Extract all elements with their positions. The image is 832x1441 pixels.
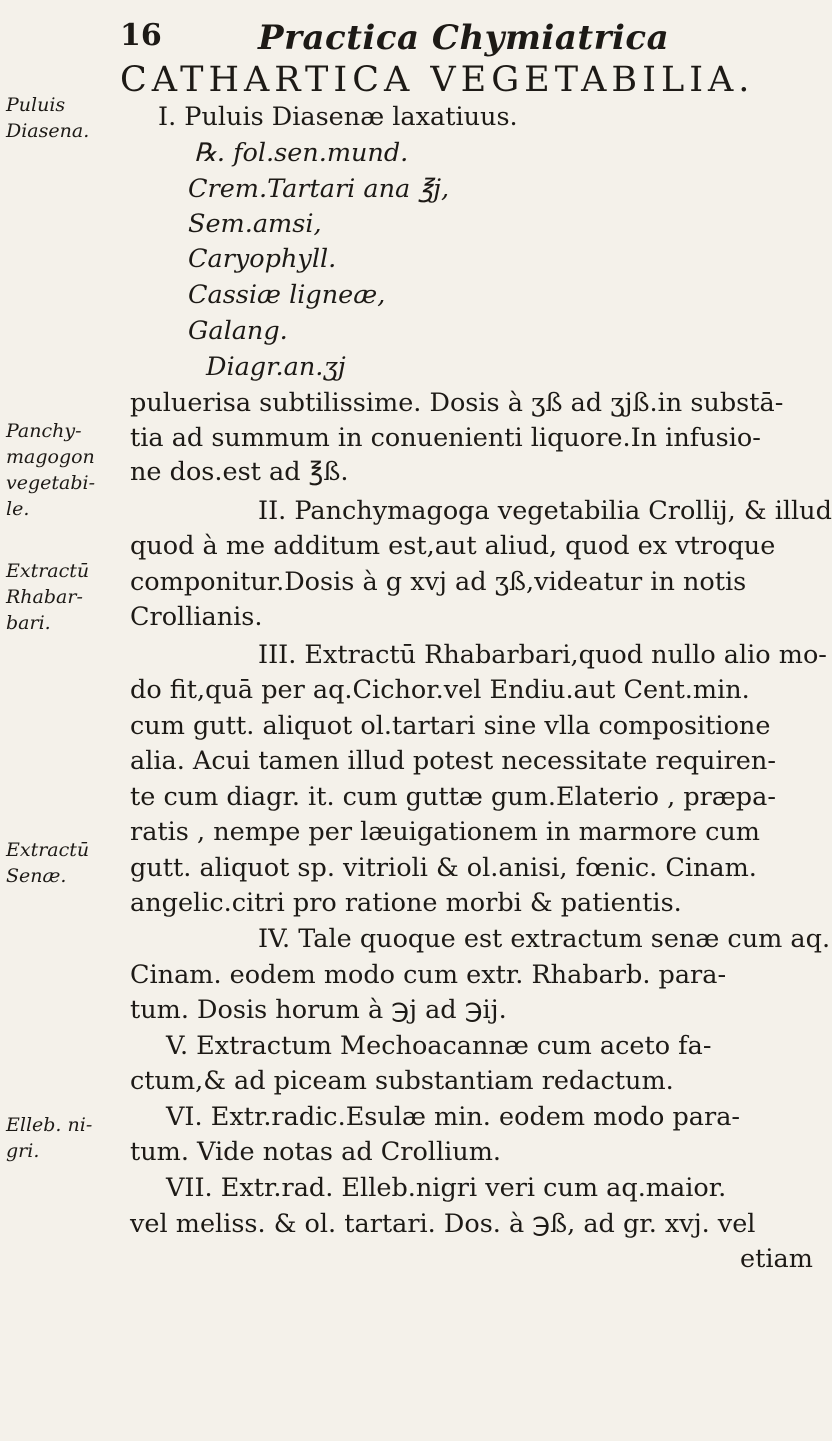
text-line: Crem.Tartari ana ℥j, [188, 174, 450, 204]
text-line: do fit,quā per aq.Cichor.vel Endiu.aut Cent.min. [130, 675, 750, 705]
text-line: tum. Vide notas ad Crollium. [130, 1137, 501, 1167]
text-line: VI. Extr.radic.Esulæ min. eodem modo para- [166, 1102, 741, 1132]
margin-note-line: Elleb. ni- [6, 1114, 93, 1136]
text-line: Sem.amsi, [188, 209, 322, 239]
margin-note-line: gri. [6, 1140, 40, 1162]
text-line: Caryophyll. [188, 244, 337, 274]
margin-note-line: Rhabar- [6, 586, 83, 608]
margin-note-panchymagogon [6, 418, 114, 522]
text-line: angelic.citri pro ratione morbi & patientis. [130, 888, 682, 918]
text-line: I. Puluis Diasenæ laxatiuus. [158, 102, 518, 132]
text-line: tum. Dosis horum à ℈j ad ℈ij. [130, 995, 507, 1025]
margin-note-rhabarbari [6, 558, 114, 636]
text-line: puluerisa subtilissime. Dosis à ʒß ad ʒjß.in substā- [130, 388, 784, 418]
margin-note-line: bari. [6, 612, 51, 634]
text-line: gutt. aliquot sp. vitrioli & ol.anisi, fœnic. Cinam. [130, 853, 757, 883]
text-line: etiam [740, 1244, 813, 1274]
text-line: te cum diagr. it. cum guttæ gum.Elaterio , præpa- [130, 782, 776, 812]
page-header [0, 8, 800, 58]
margin-note-line: Puluis [6, 94, 66, 116]
margin-note-line: Extractū [6, 560, 90, 582]
text-line: tia ad summum in conuenienti liquore.In infusio- [130, 423, 761, 453]
text-line: vel meliss. & ol. tartari. Dos. à ℈ß, ad gr. xvj. vel [130, 1209, 756, 1239]
margin-note-line: le. [6, 498, 30, 520]
text-line: Cinam. eodem modo cum extr. Rhabarb. para- [130, 960, 727, 990]
text-line: VII. Extr.rad. Elleb.nigri veri cum aq.maior. [166, 1173, 727, 1203]
margin-note-senae [6, 837, 114, 889]
margin-note-line: Panchy- [6, 420, 82, 442]
margin-note-line: Extractū [6, 839, 90, 861]
text-line: V. Extractum Mechoacannæ cum aceto fa- [166, 1031, 712, 1061]
running-head: Practica Chymiatrica [258, 18, 670, 58]
text-line: alia. Acui tamen illud potest necessitate requiren- [130, 746, 776, 776]
text-line: Diagr.an.ʒj [206, 352, 346, 382]
text-line: ne dos.est ad ℥ß. [130, 457, 349, 487]
text-line: cum gutt. aliquot ol.tartari sine vlla compositione [130, 711, 771, 741]
margin-note-elleborus [6, 1112, 114, 1164]
margin-note-line: magogon [6, 446, 95, 468]
text-line: III. Extractū Rhabarbari,quod nullo alio mo- [258, 640, 827, 670]
text-line: ratis , nempe per læuigationem in marmore cum [130, 817, 760, 847]
text-line: IV. Tale quoque est extractum senæ cum aq. [258, 924, 831, 954]
margin-note-puluis [6, 92, 114, 144]
text-line: Galang. [188, 316, 288, 346]
text-line: ℞. fol.sen.mund. [194, 138, 409, 168]
text-line: ctum,& ad piceam substantiam redactum. [130, 1066, 674, 1096]
text-line: II. Panchymagoga vegetabilia Crollij, & illud [258, 496, 832, 526]
text-line: Cassiæ ligneæ, [188, 280, 386, 310]
text-line: componitur.Dosis à g xvj ad ʒß,videatur in notis [130, 567, 747, 597]
page-number: 16 [120, 18, 162, 53]
margin-note-line: Senæ. [6, 865, 67, 887]
text-line: Crollianis. [130, 602, 263, 632]
text-line: quod à me additum est,aut aliud, quod ex vtroque [130, 531, 776, 561]
margin-note-line: Diasena. [6, 120, 90, 142]
section-title: CATHARTICA VEGETABILIA. [120, 60, 755, 100]
margin-note-line: vegetabi- [6, 472, 96, 494]
